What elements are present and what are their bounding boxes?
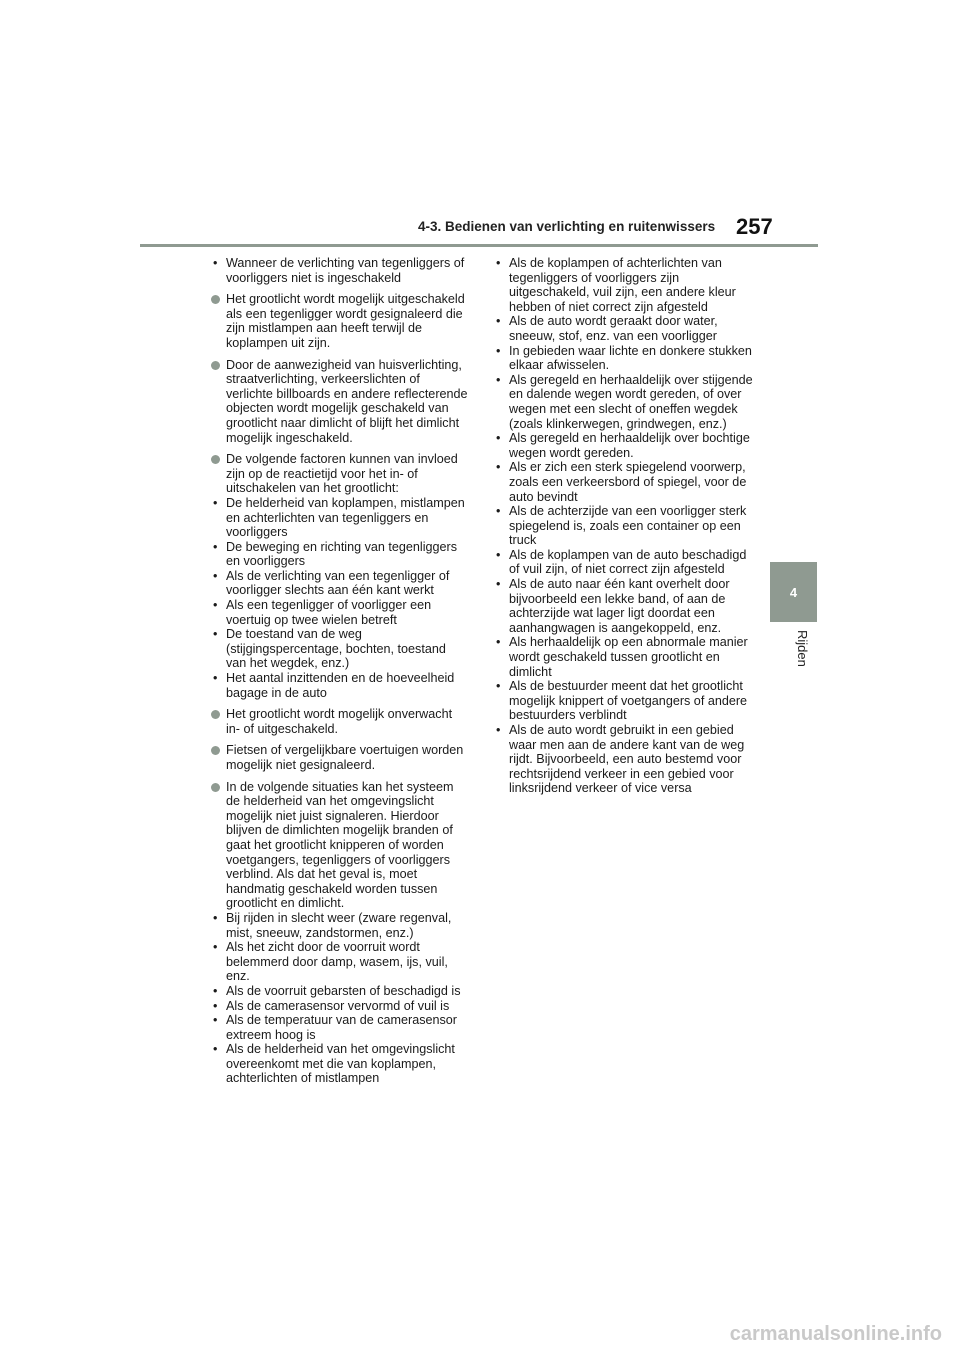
circle-bullet-item: De volgende factoren kunnen van invloed zijn op de reactietijd voor het in- of uitschakelen van het grootlicht:	[210, 452, 468, 496]
sub-bullet-item: • Als de helderheid van het omgevingslicht overeenkomt met die van koplampen, achterlichten of mistlampen	[210, 1042, 468, 1086]
sub-bullet-item: • In gebieden waar lichte en donkere stukken elkaar afwisselen.	[493, 344, 755, 373]
sub-bullet-item: • Als de koplampen of achterlichten van tegenliggers of voorliggers zijn uitgeschakeld, vuil zijn, een andere kleur hebben of niet correct zijn afgesteld	[493, 256, 755, 314]
section-title: 4-3. Bedienen van verlichting en ruitenwissers	[418, 219, 716, 234]
sub-bullet-item: • Als de achterzijde van een voorligger sterk spiegelend is, zoals een container op een truck	[493, 504, 755, 548]
sub-bullet-item: • Als er zich een sterk spiegelend voorwerp, zoals een verkeersbord of spiegel, voor de auto bevindt	[493, 460, 755, 504]
sub-bullet-item: • Als de auto wordt geraakt door water, sneeuw, stof, enz. van een voorligger	[493, 314, 755, 343]
sub-bullet-item: • Als een tegenligger of voorligger een voertuig op twee wielen betreft	[210, 598, 468, 627]
page-number: 257	[736, 214, 773, 239]
sub-bullet-item: • Wanneer de verlichting van tegenliggers of voorliggers niet is ingeschakeld	[210, 256, 468, 285]
list-item	[210, 743, 468, 772]
list-item	[210, 707, 468, 736]
circle-bullet-item: Door de aanwezigheid van huisverlichting, straatverlichting, verkeerslichten of verlichte billboards en andere reflecterende objecten wordt mogelijk geschakeld van grootlicht naar dimlicht of blijft het dimlicht mogelijk ingeschakeld.	[210, 358, 468, 446]
header-divider	[140, 244, 818, 247]
sub-bullet-item: • Als de camerasensor vervormd of vuil is	[210, 999, 468, 1014]
circle-bullet-item: Het grootlicht wordt mogelijk uitgeschakeld als een tegenligger wordt gesignaleerd die zijn mistlampen aan heeft terwijl de koplampen uit zijn.	[210, 292, 468, 350]
circle-bullet-item: Fietsen of vergelijkbare voertuigen worden mogelijk niet gesignaleerd.	[210, 743, 468, 772]
sub-bullet-item: • De toestand van de weg (stijgingspercentage, bochten, toestand van het wegdek, enz.)	[210, 627, 468, 671]
sub-bullet-item: • De helderheid van koplampen, mistlampen en achterlichten van tegenliggers en voorliggers	[210, 496, 468, 540]
circle-bullet-item: Het grootlicht wordt mogelijk onverwacht in- of uitgeschakeld.	[210, 707, 468, 736]
list-item	[210, 452, 468, 700]
circle-bullet-item: In de volgende situaties kan het systeem de helderheid van het omgevingslicht mogelijk niet juist signaleren. Hierdoor blijven de dimlichten mogelijk branden of gaat het grootlicht knipperen of worden voetgangers, tegenliggers of voorliggers verblind. Als dat het geval is, moet handmatig geschakeld worden tussen grootlicht en dimlicht.	[210, 780, 468, 911]
sub-bullet-item: • De beweging en richting van tegenliggers en voorliggers	[210, 540, 468, 569]
list-item	[210, 292, 468, 350]
intro-sub-list	[210, 256, 468, 285]
right-column	[493, 256, 755, 796]
sub-bullet-item: • Als de temperatuur van de camerasensor extreem hoog is	[210, 1013, 468, 1042]
watermark: carmanualsonline.info	[729, 1323, 942, 1345]
chapter-number: 4	[789, 584, 798, 600]
chapter-label: Rijden	[795, 630, 810, 667]
sub-bullet-item: • Als de auto wordt gebruikt in een gebied waar men aan de andere kant van de weg rijdt. Bijvoorbeeld, een auto bestemd voor rechtsrijdend verkeer in een gebied voor linksrijdend verkeer of vice versa	[493, 723, 755, 796]
list-item	[210, 780, 468, 1086]
sub-bullet-item: • Als herhaaldelijk op een abnormale manier wordt geschakeld tussen grootlicht en dimlicht	[493, 635, 755, 679]
sub-bullet-item: • Als geregeld en herhaaldelijk over stijgende en dalende wegen wordt gereden, of over wegen met een slecht of oneffen wegdek (zoals klinkerwegen, grindwegen, enz.)	[493, 373, 755, 431]
sub-bullet-item: • Als de auto naar één kant overhelt door bijvoorbeeld een lekke band, of aan de achterzijde wat lager ligt doordat een aanhangwagen is aangekoppeld, enz.	[493, 577, 755, 635]
left-column	[210, 256, 468, 1093]
sub-bullet-item: • Als geregeld en herhaaldelijk over bochtige wegen wordt gereden.	[493, 431, 755, 460]
sub-bullet-list	[210, 911, 468, 1086]
list-item	[210, 358, 468, 446]
chapter-tab[interactable]	[770, 562, 817, 622]
sub-bullet-item: • Bij rijden in slecht weer (zware regenval, mist, sneeuw, zandstormen, enz.)	[210, 911, 468, 940]
sub-bullet-list	[210, 496, 468, 700]
sub-bullet-item: • Als de verlichting van een tegenligger of voorligger slechts aan één kant werkt	[210, 569, 468, 598]
sub-bullet-item: • Als de bestuurder meent dat het grootlicht mogelijk knippert of voetgangers of andere bestuurders verblindt	[493, 679, 755, 723]
sub-bullet-item: • Als de voorruit gebarsten of beschadigd is	[210, 984, 468, 999]
sub-bullet-item: • Het aantal inzittenden en de hoeveelheid bagage in de auto	[210, 671, 468, 700]
sub-bullet-item: • Als het zicht door de voorruit wordt belemmerd door damp, wasem, ijs, vuil, enz.	[210, 940, 468, 984]
sub-bullet-item: • Als de koplampen van de auto beschadigd of vuil zijn, of niet correct zijn afgesteld	[493, 548, 755, 577]
